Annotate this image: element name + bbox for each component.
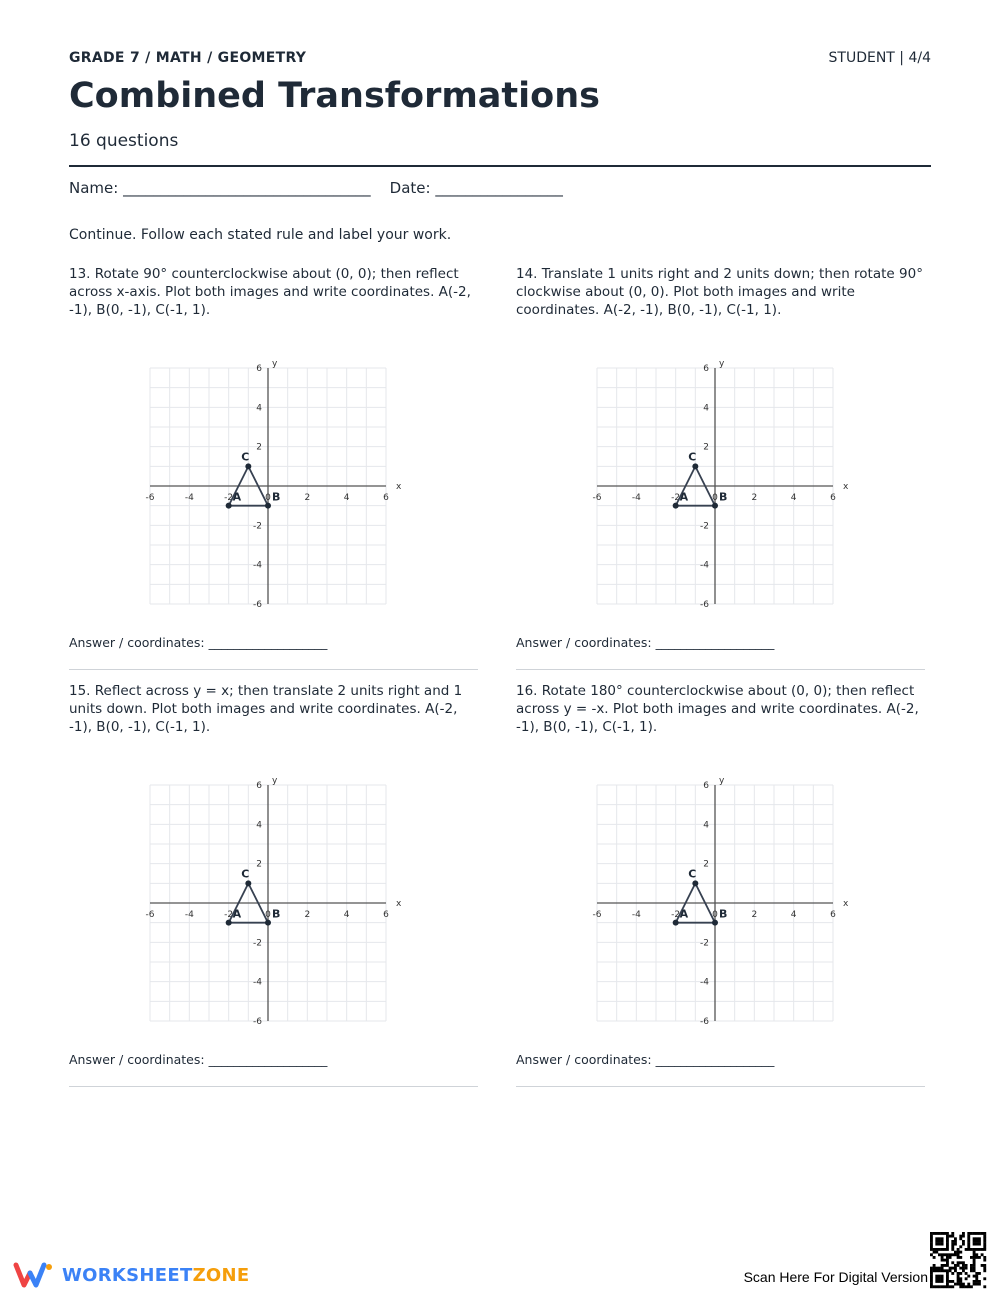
logo-mark-icon	[14, 1261, 54, 1289]
x-tick-label: -2	[224, 910, 234, 920]
qr-code-icon[interactable]	[930, 1232, 986, 1288]
x-tick-label: -2	[671, 910, 681, 920]
breadcrumb: GRADE 7 / MATH / GEOMETRY	[69, 50, 307, 66]
logo-text-worksheet: WORKSHEET	[62, 1264, 193, 1286]
x-tick-label: 4	[343, 910, 350, 920]
logo-text-zone: ZONE	[192, 1264, 250, 1286]
question-count: 16 questions	[69, 131, 179, 151]
vertex-point-b	[265, 503, 271, 509]
vertex-label-c: C	[688, 867, 697, 881]
x-tick-label: 2	[304, 910, 311, 920]
vertex-label-b: B	[719, 907, 728, 921]
question-divider	[516, 669, 925, 670]
x-tick-label: 2	[751, 493, 758, 503]
x-tick-label: -2	[224, 493, 234, 503]
x-axis-label: x	[843, 482, 849, 492]
x-tick-label: -4	[631, 493, 641, 503]
y-tick-label: 2	[256, 859, 262, 870]
vertex-point-a	[226, 503, 232, 509]
vertex-label-b: B	[272, 907, 281, 921]
y-axis-label: y	[272, 359, 278, 369]
question-text: 15. Reflect across y = x; then translate 2 units right and 1 units down. Plot both images and write coordinates. A(-2, -1), B(0, -1), C(-1, 1).	[69, 683, 463, 735]
vertex-label-a: A	[679, 490, 689, 504]
question-16	[516, 682, 925, 1067]
x-tick-label: 6	[383, 910, 389, 920]
x-tick-label: 0	[265, 910, 271, 920]
grid-svg	[140, 358, 400, 618]
page-title: Combined Transformations	[69, 76, 600, 116]
y-tick-label: 4	[703, 820, 709, 831]
x-tick-label: 6	[830, 493, 836, 503]
question-text: 13. Rotate 90° counterclockwise about (0, 0); then reflect across x-axis. Plot both images and write coordinates. A(-2, -1), B(0, -1), C(-1, 1).	[69, 266, 471, 318]
coordinate-grid[interactable]	[140, 358, 400, 618]
y-axis-label: y	[719, 359, 725, 369]
x-tick-label: -4	[184, 493, 194, 503]
coordinate-grid[interactable]	[587, 358, 847, 618]
grid-svg	[140, 775, 400, 1035]
vertex-point-a	[673, 920, 679, 926]
vertex-point-b	[265, 920, 271, 926]
question-text: 16. Rotate 180° counterclockwise about (0, 0); then reflect across y = -x. Plot both images and write coordinates. A(-2, -1), B(0, -1), C(-1, 1).	[516, 683, 919, 735]
coordinate-grid[interactable]	[587, 775, 847, 1035]
question-divider	[516, 1086, 925, 1087]
y-tick-label: 2	[703, 859, 709, 870]
y-tick-label: 6	[703, 781, 709, 791]
answer-line[interactable]: Answer / coordinates: ___________________	[516, 635, 775, 650]
x-tick-label: -4	[184, 910, 194, 920]
vertex-label-a: A	[232, 907, 242, 921]
vertex-point-c	[245, 880, 251, 886]
x-tick-label: -6	[592, 493, 602, 503]
y-tick-label: -4	[253, 560, 262, 571]
x-tick-label: -6	[592, 910, 602, 920]
y-tick-label: 2	[256, 442, 262, 453]
y-tick-label: -4	[253, 977, 262, 988]
coordinate-grid[interactable]	[140, 775, 400, 1035]
instructions: Continue. Follow each stated rule and label your work.	[69, 227, 452, 243]
y-axis-label: y	[272, 776, 278, 786]
question-13	[69, 265, 478, 650]
y-tick-label: 6	[703, 364, 709, 374]
x-axis-label: x	[843, 899, 849, 909]
x-tick-label: 6	[830, 910, 836, 920]
y-tick-label: 4	[256, 403, 262, 414]
y-tick-label: -2	[253, 521, 262, 532]
x-tick-label: 4	[343, 493, 350, 503]
vertex-point-b	[712, 503, 718, 509]
vertex-label-b: B	[272, 490, 281, 504]
scan-text: Scan Here For Digital Version	[743, 1269, 928, 1285]
vertex-label-c: C	[241, 867, 250, 881]
answer-line[interactable]: Answer / coordinates: ___________________	[69, 1052, 328, 1067]
x-tick-label: -2	[671, 493, 681, 503]
x-tick-label: 0	[712, 493, 718, 503]
title-divider	[69, 165, 931, 167]
x-tick-label: 0	[265, 493, 271, 503]
y-tick-label: -4	[700, 560, 709, 571]
y-tick-label: -6	[253, 600, 262, 610]
vertex-label-b: B	[719, 490, 728, 504]
answer-line[interactable]: Answer / coordinates: ___________________	[516, 1052, 775, 1067]
vertex-label-a: A	[232, 490, 242, 504]
vertex-label-c: C	[688, 450, 697, 464]
y-tick-label: 4	[703, 403, 709, 414]
x-tick-label: -6	[145, 910, 155, 920]
question-15	[69, 682, 478, 1067]
x-tick-label: 2	[304, 493, 311, 503]
page-header	[69, 50, 931, 66]
y-tick-label: -6	[253, 1017, 262, 1027]
y-tick-label: -2	[700, 521, 709, 532]
y-tick-label: 6	[256, 364, 262, 374]
x-tick-label: 2	[751, 910, 758, 920]
vertex-point-a	[673, 503, 679, 509]
x-tick-label: 4	[790, 910, 797, 920]
answer-line[interactable]: Answer / coordinates: ___________________	[69, 635, 328, 650]
x-axis-label: x	[396, 899, 402, 909]
y-tick-label: -6	[700, 600, 709, 610]
vertex-point-a	[226, 920, 232, 926]
logo-text	[62, 1265, 250, 1286]
y-axis-label: y	[719, 776, 725, 786]
name-date-fields[interactable]: Name: _________________________________ Date: _________________	[69, 179, 563, 197]
y-tick-label: 2	[703, 442, 709, 453]
vertex-point-c	[692, 463, 698, 469]
x-tick-label: 0	[712, 910, 718, 920]
y-tick-label: -2	[700, 938, 709, 949]
worksheetzone-logo[interactable]	[14, 1261, 250, 1289]
grid-svg	[587, 358, 847, 618]
x-tick-label: 4	[790, 493, 797, 503]
y-tick-label: 4	[256, 820, 262, 831]
vertex-point-c	[692, 880, 698, 886]
question-divider	[69, 669, 478, 670]
x-tick-label: 6	[383, 493, 389, 503]
y-tick-label: -6	[700, 1017, 709, 1027]
page-indicator: STUDENT | 4/4	[828, 50, 931, 66]
x-axis-label: x	[396, 482, 402, 492]
vertex-point-c	[245, 463, 251, 469]
x-tick-label: -6	[145, 493, 155, 503]
y-tick-label: -2	[253, 938, 262, 949]
question-14	[516, 265, 925, 650]
y-tick-label: -4	[700, 977, 709, 988]
grid-svg	[587, 775, 847, 1035]
vertex-label-c: C	[241, 450, 250, 464]
y-tick-label: 6	[256, 781, 262, 791]
vertex-label-a: A	[679, 907, 689, 921]
question-text: 14. Translate 1 units right and 2 units down; then rotate 90° clockwise about (0, 0). Plot both images and write coordinates. A(-2, -1), B(0, -1), C(-1, 1).	[516, 266, 923, 318]
question-divider	[69, 1086, 478, 1087]
x-tick-label: -4	[631, 910, 641, 920]
vertex-point-b	[712, 920, 718, 926]
